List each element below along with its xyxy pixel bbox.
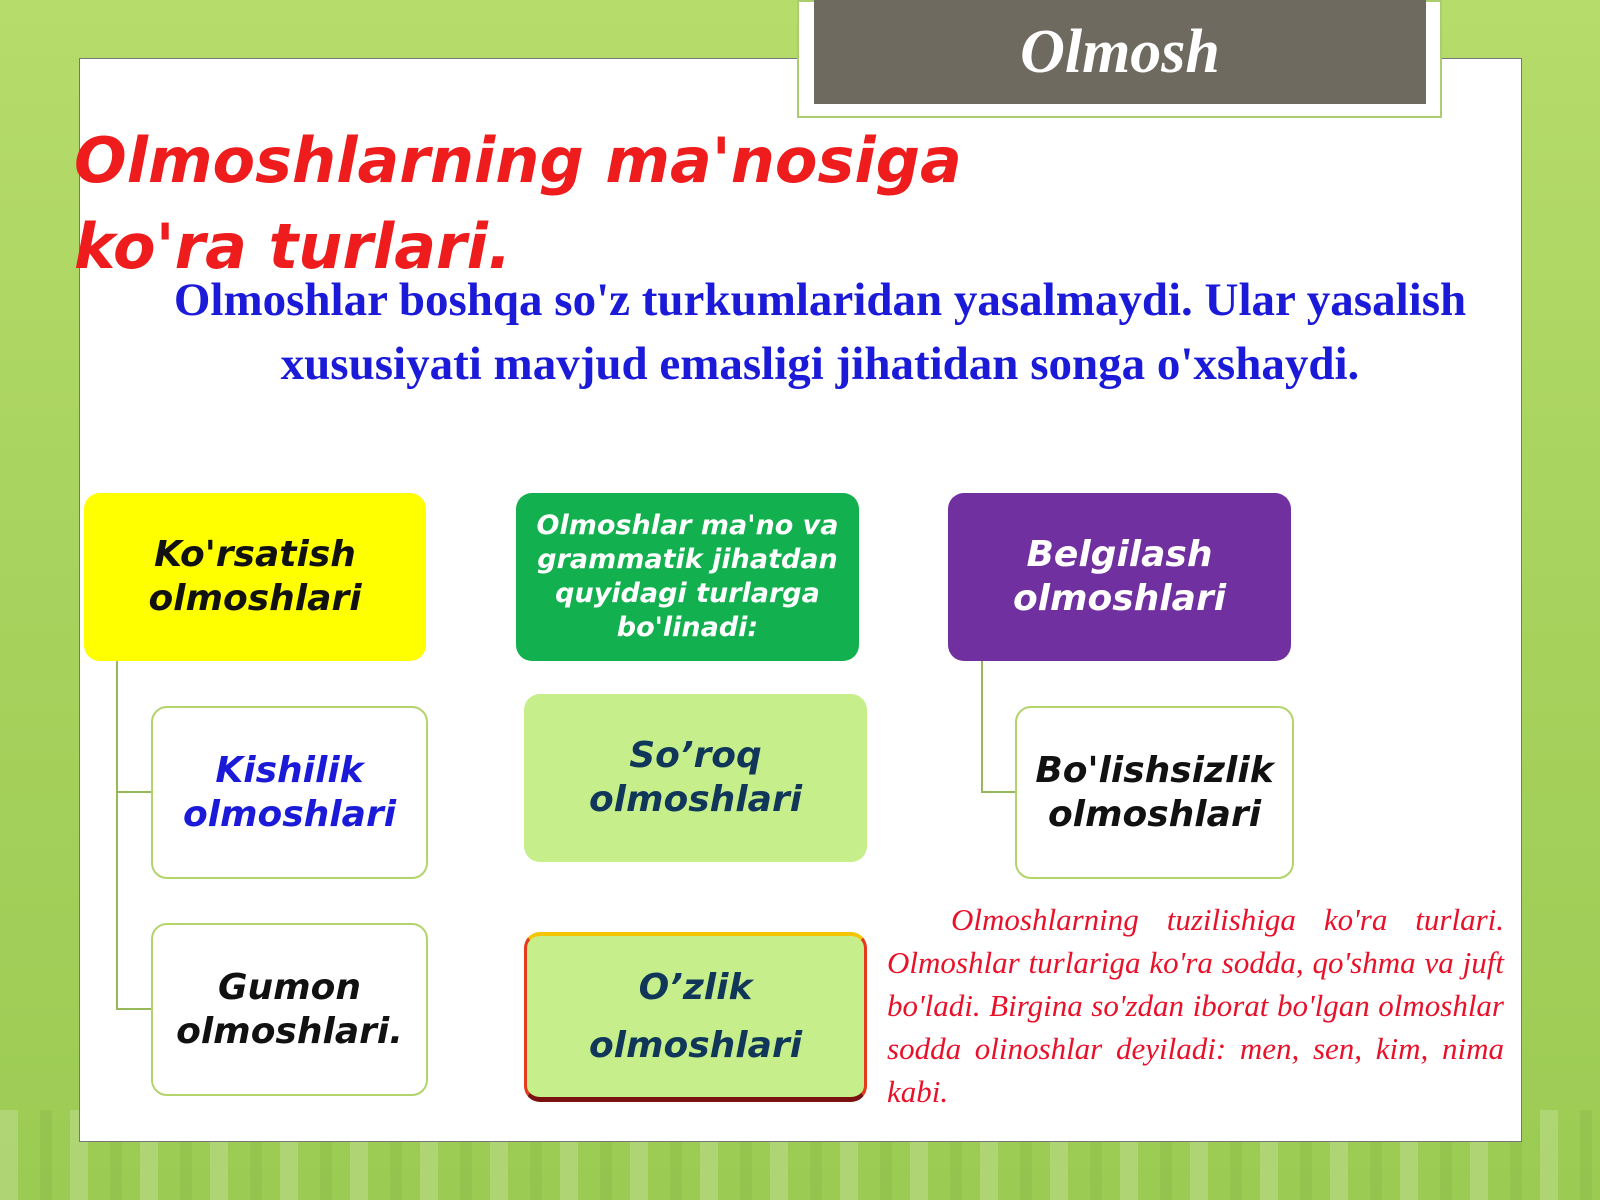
gumon-line1: Gumon [217,966,362,1008]
left-connector-gumon [116,1008,151,1010]
korsatish-box [84,493,426,661]
gumon-line2: olmoshlari. [176,1010,403,1052]
ozlik-line1: O’zlik [638,966,753,1008]
bolishsizlik-box [1015,706,1294,879]
gumon-box [151,923,428,1096]
right-connector-bolishsizlik [981,791,1015,793]
soroq-box [524,694,867,862]
intro-text: Olmoshlar boshqa so'z turkumlaridan yasalmaydi. Ular yasalish xususiyati mavjud emasligi jihatidan songa o'xshaydi. [173,274,1467,390]
left-connector-vertical [116,661,118,1009]
bolishsizlik-line2: olmoshlari [1047,793,1262,835]
belgilash-line1: Belgilash [1026,534,1213,575]
kishilik-line1: Kishilik [215,749,364,791]
korsatish-line2: olmoshlari [148,578,362,619]
belgilash-line2: olmoshlari [1012,578,1227,619]
left-connector-kishilik [116,791,151,793]
center-box [516,493,859,661]
soroq-line1: So’roq [629,735,762,776]
belgilash-box [948,493,1291,661]
bolishsizlik-line1: Bo'lishsizlik [1035,749,1274,791]
soroq-line2: olmoshlari [588,779,803,820]
korsatish-line1: Ko'rsatish [154,534,356,575]
note-text: Olmoshlarning tuzilishiga ko'ra turlari. Olmoshlar turlariga ko'ra sodda, qo'shma va juft bo'ladi. Birgina so'zdan iborat bo'lgan olmoshlar sodda olinoshlar deyiladi: men, sen, kim, nima kabi. [887,902,1504,1109]
slide-title: Olmosh [814,0,1426,104]
ozlik-line2: olmoshlari [588,1024,803,1066]
kishilik-line2: olmoshlari [182,793,397,835]
center-text: Olmoshlar ma'no va grammatik jihatdan quyidagi turlarga bo'linadi: [536,510,839,643]
kishilik-box [151,706,428,879]
right-connector-vertical [981,661,983,793]
heading: Olmoshlarning ma'nosiga ko'ra turlari. [74,124,962,283]
ozlik-box [524,932,867,1102]
